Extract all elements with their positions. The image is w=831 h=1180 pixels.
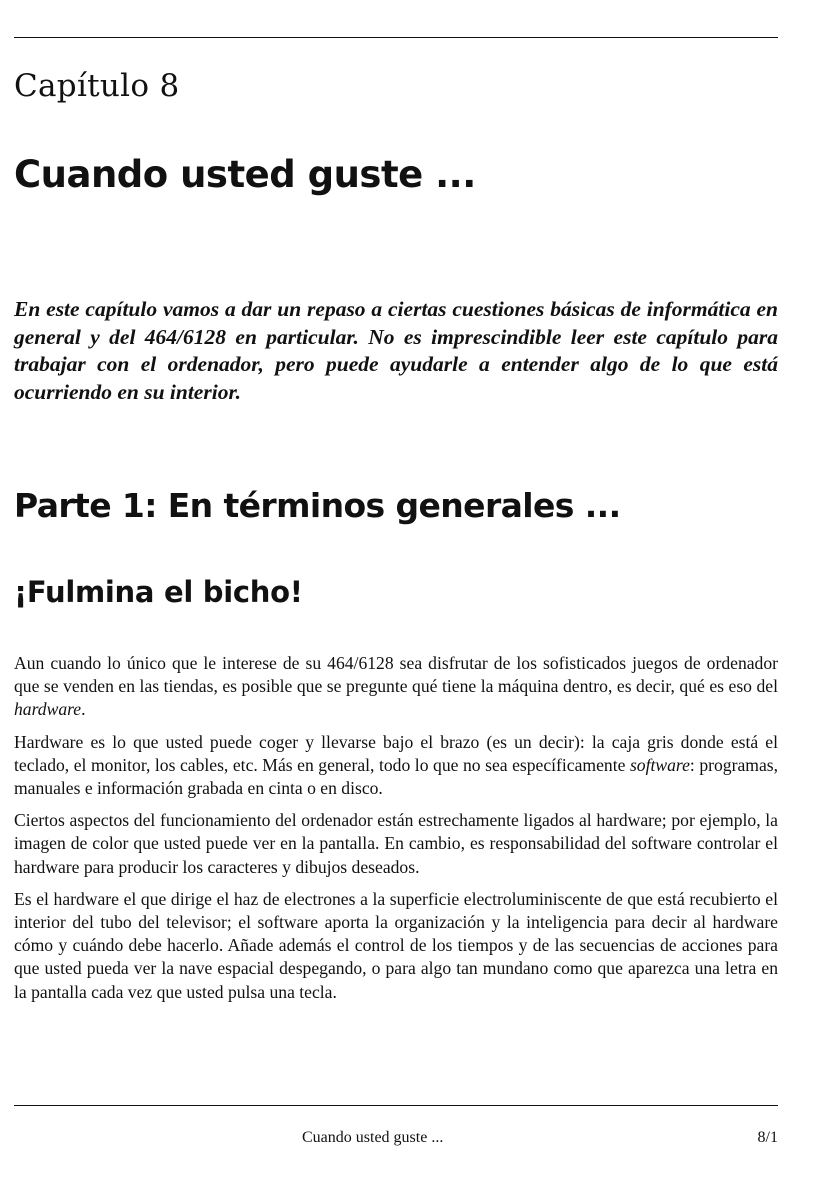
paragraph-hardware-intro (14, 652, 778, 722)
paragraph-text: Aun cuando lo único que le interese de su 464/6128 sea disfrutar de los sofisticados juegos de ordenador que se venden en las tiendas, es posible que se pregunte qué tiene la máquina dentro, es decir, qué es eso del (14, 653, 778, 697)
footer-rule (14, 1105, 778, 1106)
paragraph-text: . (81, 699, 86, 720)
paragraph-electron-beam: Es el hardware el que dirige el haz de electrones a la superficie electroluminiscente de que está recubierto el interior del tubo del televisor; el software aporta la organización y la inteligencia para decir al hardware cómo y cuándo debe hacerlo. Añade además el control de los tiempos y de las secuencias de acciones para que usted pueda ver la nave espacial despegando, o para algo tan mundano como que aparezca una letra en la pantalla cada vez que usted pulsa una tecla. (14, 888, 778, 1002)
footer-title: Cuando usted guste ... (302, 1129, 444, 1146)
paragraph-aspects: Ciertos aspectos del funcionamiento del ordenador están estrechamente ligados al hardware; por ejemplo, la imagen de color que usted puede ver en la pantalla. En cambio, es responsabilidad del software controlar el hardware para producir los caracteres y dibujos deseados. (14, 810, 778, 877)
intro-paragraph: En este capítulo vamos a dar un repaso a ciertas cuestiones básicas de informática en general y del 464/6128 en particular. No es imprescindible leer este capítulo para trabajar con el ordenador, pero puede ayudarle a entender algo de lo que está ocurriendo en su interior. (14, 297, 778, 404)
section-title: ¡Fulmina el bicho! (14, 575, 303, 609)
chapter-label: Capítulo 8 (14, 68, 180, 104)
paragraph-text: Hardware es lo que usted puede coger y llevarse bajo el brazo (es un decir): la caja gris donde está el teclado, el monitor, los cables, etc. Más en general, todo lo que no sea específicamente (14, 731, 778, 775)
paragraph-hardware-definition (14, 731, 778, 801)
header-rule (14, 37, 778, 38)
part-title: Parte 1: En términos generales ... (14, 486, 621, 525)
chapter-title: Cuando usted guste ... (14, 153, 476, 196)
paragraph-text: : programas, manuales e información grabada en cinta o en disco. (14, 754, 779, 799)
emphasis-hardware: hardware (14, 699, 82, 720)
body-text (14, 652, 778, 1013)
emphasis-software: software (629, 754, 690, 775)
page-number: 8/1 (757, 1129, 778, 1146)
